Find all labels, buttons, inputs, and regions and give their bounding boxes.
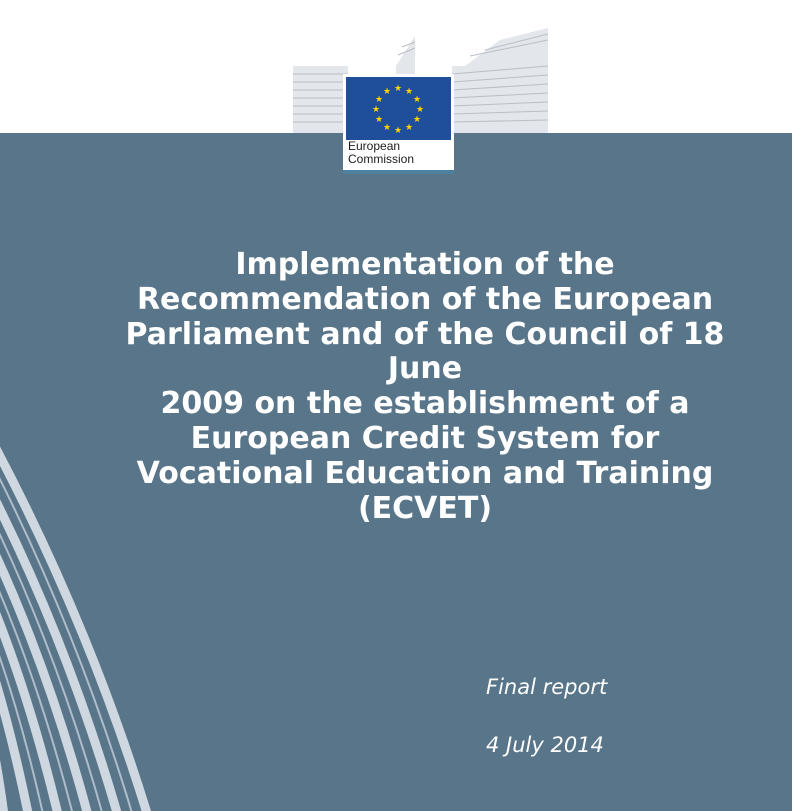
title-line: (ECVET) [357, 490, 493, 526]
title-line: June [387, 351, 463, 387]
logo-text-line1: European [348, 139, 401, 153]
svg-text:★: ★ [374, 95, 384, 105]
report-date: 4 July 2014 [486, 733, 604, 757]
svg-text:★: ★ [412, 115, 422, 125]
european-commission-logo [343, 74, 454, 174]
logo-wordmark [348, 140, 452, 166]
svg-text:★: ★ [382, 87, 392, 97]
title-line: Recommendation of the European [136, 281, 714, 317]
title-line: 2009 on the establishment of a [160, 386, 690, 422]
svg-text:★: ★ [404, 123, 414, 133]
svg-text:★: ★ [415, 105, 425, 115]
title-line: European Credit System for [190, 420, 660, 456]
title-line: Parliament and of the Council of 18 [125, 316, 725, 352]
svg-text:★: ★ [371, 105, 381, 115]
title-line: Vocational Education and Training [136, 455, 714, 491]
eu-flag-icon [346, 77, 451, 140]
svg-text:★: ★ [393, 126, 403, 136]
title-line: Implementation of the [235, 247, 615, 282]
logo-text-line2: Commission [348, 152, 415, 166]
report-title [60, 248, 790, 526]
report-type: Final report [486, 675, 608, 699]
svg-text:★: ★ [404, 87, 414, 97]
svg-text:★: ★ [382, 123, 392, 133]
svg-text:★: ★ [393, 84, 403, 94]
svg-text:★: ★ [374, 115, 384, 125]
svg-text:★: ★ [412, 95, 422, 105]
